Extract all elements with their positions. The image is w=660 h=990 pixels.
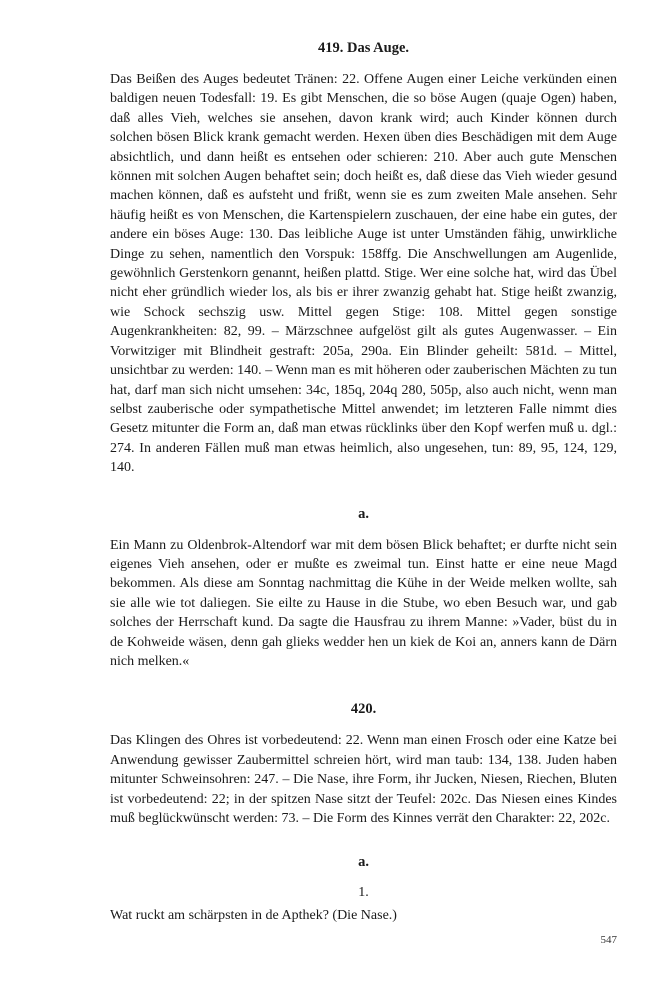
section-420-title: 420. xyxy=(350,701,377,718)
section-419-body: Das Beißen des Auges bedeutet Tränen: 22. Offene Augen einer Leiche verkünden einen baldigen neuen Todesfall: 19. Es gibt Menschen, die so böse Augen (quaje Ogen) haben, daß alles Vieh, welches sie ansehen, davon krank wird; auch Kinder können durch solchen bösen Blick krank gemacht werden. Hexen üben dies Beschädigen mit dem Auge absichtlich, und dann heißt es entsehen oder schieren: 210. Aber auch gute Menschen können mit solchen Augen behaftet sein; doch heißt es, daß diese das Vieh wieder gesund machen können, daß es aufsteht und frißt, wenn sie es zum zweiten Male ansehen. Sehr häufig heißt es von Menschen, die Kartenspielern zuschauen, der eine habe ein gutes, der andere ein böses Auge: 130. Das leibliche Auge ist unter Umständen fähig, unwirkliche Dinge zu sehen, namentlich den Vorspuk: 158ffg. Die Anschwellungen am Augenlide, gewöhnlich Gerstenkorn genannt, heißen plattd. Stige. Wer eine solche hat, wird das Übel nicht eher gründlich wieder los, als bis er ihrer zwanzig gehabt hat. Stige heißt zwanzig, wie Schock sechszig usw. Mittel gegen Stige: 108. Mittel gegen sonstige Augenkrankheiten: 82, 99. – Märzschnee aufgelöst gilt als gutes Augenwasser. – Ein Vorwitziger mit Blindheit gestraft: 205a, 290a. Ein Blinder geheilt: 581d. – Mittel, unsichtbar zu werden: 140. – Wenn man es mit höheren oder zauberischen Mächten zu tun hat, darf man sich nicht umsehen: 34c, 185q, 204q 280, 505p, also auch nicht, wenn man selbst zauberische oder sympathetische Mittel anwendet; im letzteren Falle nimmt dies Gesetz mitunter die Form an, daß man etwas rücklinks über den Kopf werfen muß u. dgl.: 274. In anderen Fällen muß man etwas heimlich, also ungesehen, tun: 89, 95, 124, 129, 140. xyxy=(110,72,617,476)
section-419-sub-a-body: Ein Mann zu Oldenbrok-Altendorf war mit dem bösen Blick behaftet; er durfte nicht sein eigenes Vieh ansehen, oder er mußte es zweimal tun. Einst hatte er eine neue Magd bekommen. Als diese am Sonntag nachmittag die Kühe in der Weide melken wollte, sah sie alle wie tot daliegen. Sie eilte zu Hause in die Stube, wo eben Besuch war, und gab solches der Herrschaft kund. Da sagte die Hausfrau zu ihrem Manne: »Vader, büst du in de Kohweide wäsen, denn gah glieks wedder hen un kiek de Koi an, anners kann de Därn nich melken.« xyxy=(110,537,617,669)
page-content xyxy=(110,38,617,926)
riddle-text: Wat ruckt am schärpsten in de Apthek? (Die Nase.) xyxy=(110,908,397,924)
riddle-number: 1. xyxy=(358,885,369,901)
section-420-sub-a-title: a. xyxy=(358,854,369,871)
section-419-sub-a-title: a. xyxy=(358,505,369,522)
section-420-body: Das Klingen des Ohres ist vorbedeutend: 22. Wenn man einen Frosch oder eine Katze bei Anwendung gewisser Zaubermittel schreien hört, wird man taub: 134, 138. Juden haben mitunter Schweinsohren: 247. – Die Nase, ihre Form, ihr Jucken, Niesen, Riechen, Bluten ist vorbedeutend: 22; in der spitzen Nase sitzt der Teufel: 202c. Das Niesen eines Kindes muß beglückwünscht werden: 73. – Die Form des Kinnes verrät den Charakter: 22, 202c. xyxy=(110,733,617,826)
section-419-title: 419. Das Auge. xyxy=(317,40,410,56)
page-number: 547 xyxy=(600,934,617,946)
